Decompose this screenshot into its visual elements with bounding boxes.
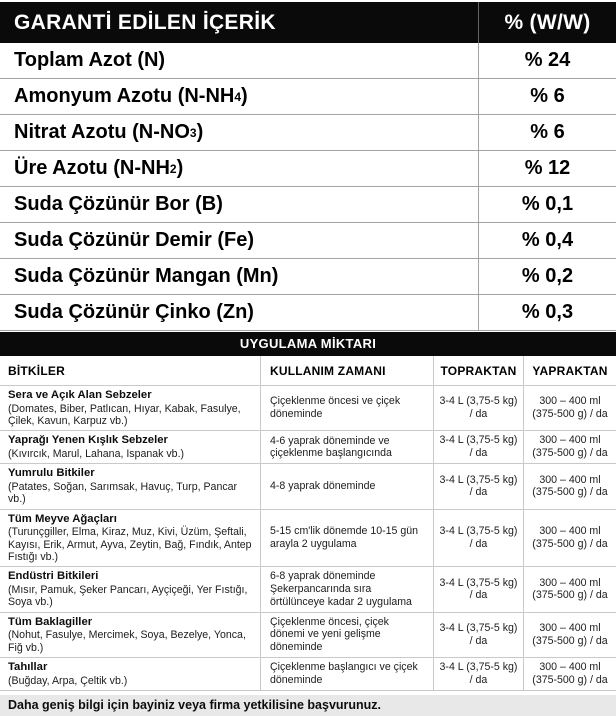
soil-dose-line: / da bbox=[469, 408, 488, 421]
soil-dose-cell bbox=[433, 510, 523, 567]
usage-timing-text: Çiçeklenme öncesi, çiçek dönemi ve yeni gelişme döneminde bbox=[270, 615, 389, 654]
usage-timing-text: Çiçeklenme öncesi ve çiçek döneminde bbox=[270, 395, 401, 421]
soil-dose-line: / da bbox=[469, 447, 488, 460]
application-row bbox=[0, 567, 616, 612]
foliar-dose-line: 300 – 400 ml bbox=[539, 661, 601, 674]
soil-dose-line: 3-4 L (3,75-5 kg) bbox=[439, 661, 518, 674]
foliar-dose-cell bbox=[523, 613, 616, 657]
soil-dose-line: 3-4 L (3,75-5 kg) bbox=[439, 525, 518, 538]
soil-dose-line: / da bbox=[469, 537, 488, 550]
guaranteed-content-title: GARANTİ EDİLEN İÇERİK bbox=[14, 10, 276, 34]
application-table-header bbox=[0, 356, 616, 386]
guaranteed-row bbox=[0, 259, 616, 295]
foliar-dose-line: (375-500 g) / da bbox=[532, 447, 608, 460]
plant-examples: (Mısır, Pamuk, Şeker Pancarı, Ayçiçeği, Yer Fıstığı, Soya vb.) bbox=[8, 583, 248, 609]
guaranteed-row bbox=[0, 223, 616, 259]
application-row bbox=[0, 431, 616, 464]
plant-examples: (Nohut, Fasulye, Mercimek, Soya, Bezelye, Yonca, Fiğ vb.) bbox=[8, 629, 246, 654]
foliar-dose-line: (375-500 g) / da bbox=[532, 673, 608, 686]
nutrient-label: Suda Çözünür Çinko (Zn) bbox=[14, 301, 254, 323]
foliar-dose-line: 300 – 400 ml bbox=[539, 395, 601, 408]
usage-timing-cell bbox=[260, 510, 433, 567]
foliar-dose-line: (375-500 g) / da bbox=[532, 486, 608, 499]
fertilizer-label bbox=[0, 2, 616, 716]
soil-dose-line: / da bbox=[469, 634, 488, 647]
plant-group-name: Yaprağı Yenen Kışlık Sebzeler bbox=[8, 434, 168, 447]
soil-dose-line: / da bbox=[469, 486, 488, 499]
nutrient-value: % 0,3 bbox=[478, 295, 616, 330]
usage-timing-text: 5-15 cm'lik dönemde 10-15 gün arayla 2 uygulama bbox=[270, 525, 419, 550]
foliar-dose-line: (375-500 g) / da bbox=[532, 634, 608, 647]
plant-group-name: Tüm Baklagiller bbox=[8, 615, 93, 628]
usage-timing-cell bbox=[260, 386, 433, 430]
plant-group-name: Yumrulu Bitkiler bbox=[8, 467, 95, 480]
soil-dose-line: 3-4 L (3,75-5 kg) bbox=[439, 473, 518, 486]
usage-timing-text: Çiçeklenme başlangıcı ve çiçek döneminde bbox=[270, 661, 418, 686]
foliar-dose-cell bbox=[523, 658, 616, 690]
application-row bbox=[0, 386, 616, 431]
foliar-dose-line: 300 – 400 ml bbox=[539, 525, 601, 538]
foliar-dose-cell bbox=[523, 431, 616, 463]
plant-group-name: Tüm Meyve Ağaçları bbox=[8, 512, 117, 525]
guaranteed-row bbox=[0, 79, 616, 115]
nutrient-label: Amonyum Azotu (N-NH 4 ) bbox=[14, 85, 248, 107]
nutrient-value: % 0,2 bbox=[478, 259, 616, 294]
nutrient-label: Suda Çözünür Mangan (Mn) bbox=[14, 265, 279, 287]
foliar-dose-line: 300 – 400 ml bbox=[539, 473, 601, 486]
footer-note: Daha geniş bilgi için bayiniz veya firma yetkilisine başvurunuz. bbox=[0, 695, 616, 716]
plant-group-name: Tahıllar bbox=[8, 660, 48, 673]
application-amount-title: UYGULAMA MİKTARI bbox=[0, 332, 616, 356]
plants-cell bbox=[0, 431, 260, 463]
nutrient-value: % 0,1 bbox=[478, 187, 616, 222]
foliar-dose-line: (375-500 g) / da bbox=[532, 408, 608, 421]
usage-timing-cell bbox=[260, 613, 433, 657]
nutrient-label: Suda Çözünür Bor (B) bbox=[14, 193, 223, 215]
column-header-timing: KULLANIM ZAMANI bbox=[260, 356, 433, 385]
column-header-soil: TOPRAKTAN bbox=[433, 356, 523, 385]
soil-dose-cell bbox=[433, 613, 523, 657]
foliar-dose-cell bbox=[523, 386, 616, 430]
foliar-dose-line: 300 – 400 ml bbox=[539, 621, 601, 634]
plants-cell bbox=[0, 464, 260, 508]
application-row bbox=[0, 464, 616, 509]
guaranteed-row bbox=[0, 151, 616, 187]
foliar-dose-cell bbox=[523, 567, 616, 611]
plant-examples: (Buğday, Arpa, Çeltik vb.) bbox=[8, 674, 128, 687]
usage-timing-text: 4-8 yaprak döneminde bbox=[270, 480, 376, 493]
usage-timing-cell bbox=[260, 567, 433, 611]
foliar-dose-line: (375-500 g) / da bbox=[532, 537, 608, 550]
usage-timing-cell bbox=[260, 431, 433, 463]
foliar-dose-cell bbox=[523, 464, 616, 508]
plants-cell bbox=[0, 567, 260, 611]
foliar-dose-line: 300 – 400 ml bbox=[539, 434, 601, 447]
foliar-dose-line: (375-500 g) / da bbox=[532, 589, 608, 602]
plant-examples: (Kıvırcık, Marul, Lahana, Ispanak vb.) bbox=[8, 447, 185, 460]
soil-dose-cell bbox=[433, 386, 523, 430]
soil-dose-cell bbox=[433, 658, 523, 690]
nutrient-label: Nitrat Azotu (N-NO 3 ) bbox=[14, 121, 204, 143]
foliar-dose-line: 300 – 400 ml bbox=[539, 576, 601, 589]
guaranteed-row bbox=[0, 43, 616, 79]
application-row bbox=[0, 658, 616, 691]
column-header-foliar: YAPRAKTAN bbox=[523, 356, 616, 385]
soil-dose-line: / da bbox=[469, 589, 488, 602]
soil-dose-line: / da bbox=[469, 673, 488, 686]
nutrient-label: Suda Çözünür Demir (Fe) bbox=[14, 229, 255, 251]
unit-column-header: % (W/W) bbox=[478, 2, 616, 43]
soil-dose-line: 3-4 L (3,75-5 kg) bbox=[439, 576, 518, 589]
plant-examples: (Patates, Soğan, Sarımsak, Havuç, Turp, Pancar vb.) bbox=[8, 480, 238, 506]
plant-examples: (Domates, Biber, Patlıcan, Hıyar, Kabak, Fasulye, Çilek, Kavun, Karpuz vb.) bbox=[8, 402, 241, 427]
soil-dose-cell bbox=[433, 567, 523, 611]
plant-group-name: Endüstri Bitkileri bbox=[8, 570, 99, 583]
usage-timing-cell bbox=[260, 658, 433, 690]
nutrient-label: Üre Azotu (N-NH 2 ) bbox=[14, 157, 184, 179]
nutrient-value: % 24 bbox=[478, 43, 616, 78]
foliar-dose-cell bbox=[523, 510, 616, 567]
guaranteed-content-rows bbox=[0, 43, 616, 331]
plants-cell bbox=[0, 510, 260, 567]
nutrient-value: % 12 bbox=[478, 151, 616, 186]
application-row bbox=[0, 510, 616, 568]
plant-examples: (Turunçgiller, Elma, Kiraz, Muz, Kivi, Üzüm, Şeftali, Kayısı, Erik, Armut, Ayva, Zeytin, Bağ, Fındık, Antep Fıstığı vb.) bbox=[8, 526, 252, 563]
nutrient-value: % 6 bbox=[478, 79, 616, 114]
nutrient-label: Toplam Azot (N) bbox=[14, 49, 166, 71]
soil-dose-cell bbox=[433, 431, 523, 463]
usage-timing-text: 6-8 yaprak döneminde Şekerpancarında sıra örtülünceye kadar 2 uygulama bbox=[270, 570, 412, 608]
guaranteed-row bbox=[0, 187, 616, 223]
usage-timing-cell bbox=[260, 464, 433, 508]
usage-timing-text: 4-6 yaprak döneminde ve çiçeklenme başlangıcında bbox=[270, 434, 392, 460]
soil-dose-line: 3-4 L (3,75-5 kg) bbox=[439, 395, 518, 408]
guaranteed-content-header bbox=[0, 2, 616, 43]
plants-cell bbox=[0, 386, 260, 430]
soil-dose-cell bbox=[433, 464, 523, 508]
plant-group-name: Sera ve Açık Alan Sebzeler bbox=[8, 389, 152, 401]
application-table-rows bbox=[0, 386, 616, 691]
application-row bbox=[0, 613, 616, 658]
nutrient-value: % 0,4 bbox=[478, 223, 616, 258]
plants-cell bbox=[0, 658, 260, 690]
guaranteed-row bbox=[0, 295, 616, 331]
column-header-plants: BİTKİLER bbox=[8, 363, 65, 378]
soil-dose-line: 3-4 L (3,75-5 kg) bbox=[439, 434, 518, 447]
plants-cell bbox=[0, 613, 260, 657]
guaranteed-row bbox=[0, 115, 616, 151]
soil-dose-line: 3-4 L (3,75-5 kg) bbox=[439, 621, 518, 634]
nutrient-value: % 6 bbox=[478, 115, 616, 150]
